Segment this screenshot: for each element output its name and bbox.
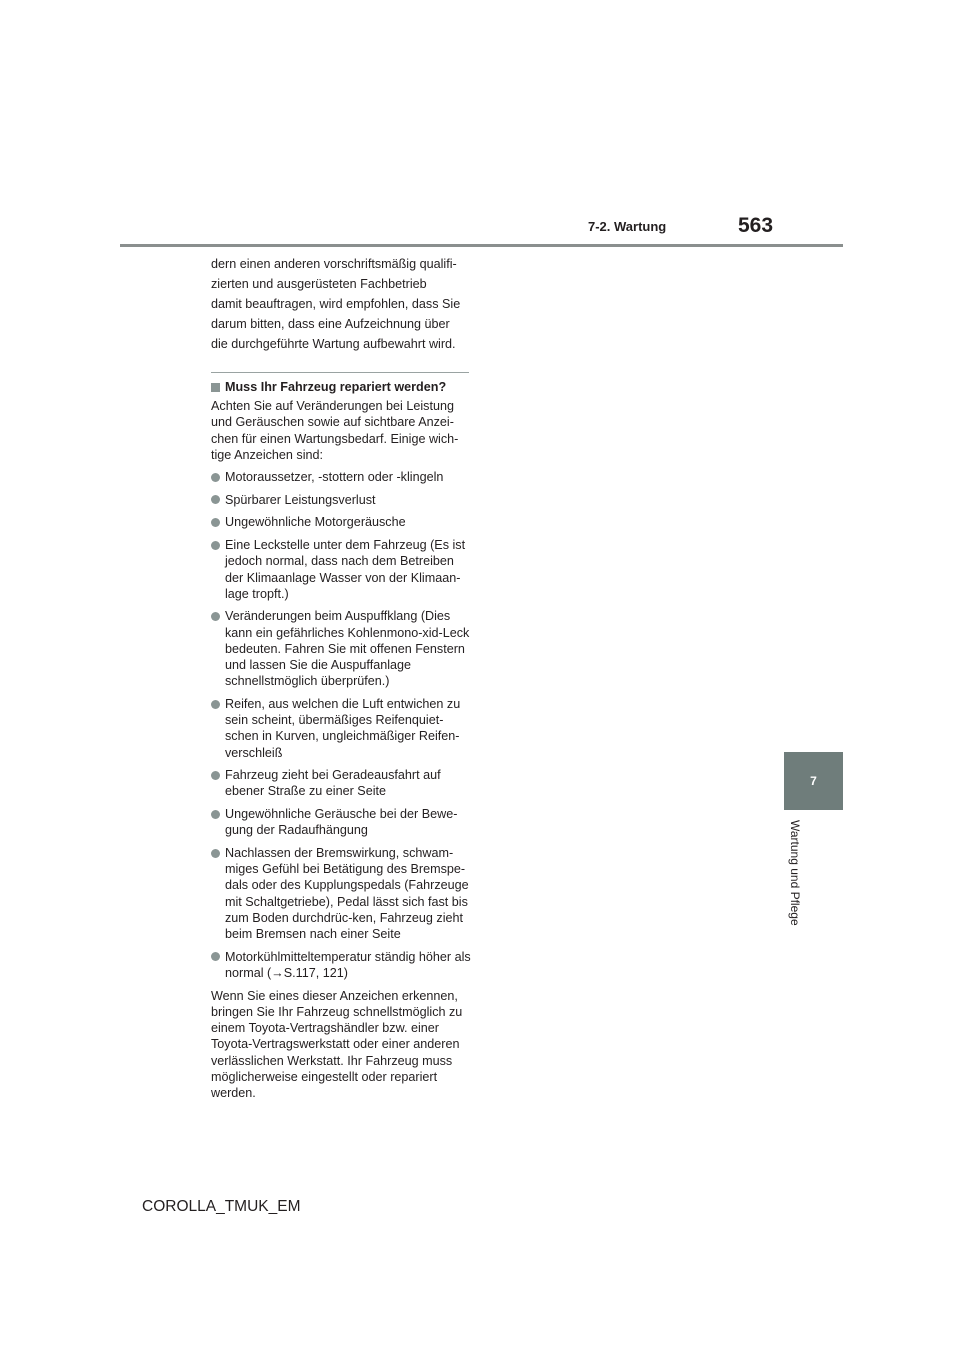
round-bullet-icon: [211, 771, 220, 780]
intro-line: zierten und ausgerüsteten Fachbetrieb: [211, 277, 427, 291]
round-bullet-icon: [211, 700, 220, 709]
list-item: [211, 696, 471, 761]
list-item: [211, 469, 471, 485]
round-bullet-icon: [211, 518, 220, 527]
list-item-text: Reifen, aus welchen die Luft entwichen zu sein scheint, übermäßiges Reifenquiet-schen in Kurven, ungleichmäßiger Reifen-verschleiß: [225, 696, 461, 760]
list-item-text: Veränderungen beim Auspuffklang (Dies kann ein gefährliches Kohlenmono-xid-Leck bedeuten. Fahren Sie mit offenen Fenstern und lassen Sie die Auspuffanlage schnellstmöglich überprüfen.): [225, 609, 470, 689]
round-bullet-icon: [211, 810, 220, 819]
model-code: COROLLA_TMUK_EM: [142, 1198, 301, 1215]
intro-line: darum bitten, dass eine Aufzeichnung über: [211, 317, 450, 331]
page-number: 563: [738, 214, 774, 237]
intro-line: dern einen anderen vorschriftsmäßig qualifi-: [211, 257, 457, 271]
list-item-text: Motorkühlmitteltemperatur ständig höher als normal (→S.117, 121): [225, 949, 471, 980]
list-item: [211, 492, 471, 508]
chapter-tab: [784, 752, 843, 810]
round-bullet-icon: [211, 541, 220, 550]
list-item-text: Ungewöhnliche Geräusche bei der Bewe-gung der Radaufhängung: [225, 807, 458, 838]
list-item-text: Motoraussetzer, -stottern oder -klingeln: [225, 470, 444, 485]
list-item-text: Nachlassen der Bremswirkung, schwam-miges Gefühl bei Betätigung des Bremspe-dals oder des Kupplungspedals (Fahrzeuge mit Schaltgetriebe), Pedal lässt sich fast bis zum Boden durchdrüc-ken, Fahrzeug zieht beim Bremsen nach einer Seite: [225, 846, 469, 942]
list-item: [211, 608, 471, 689]
square-bullet-icon: [211, 383, 220, 392]
list-item: [211, 537, 471, 602]
intro-line: damit beauftragen, wird empfohlen, dass Sie: [211, 297, 461, 311]
intro-line: die durchgeführte Wartung aufbewahrt wird.: [211, 337, 456, 351]
list-item-text: Eine Leckstelle unter dem Fahrzeug (Es ist jedoch normal, dass nach dem Betreiben der Klimaanlage Wasser von der Klimaan-lage tropft.): [225, 538, 466, 601]
list-item: [211, 949, 471, 981]
chapter-number: 7: [810, 774, 817, 788]
section-heading-text: Muss Ihr Fahrzeug repariert werden?: [225, 380, 447, 394]
round-bullet-icon: [211, 849, 220, 858]
round-bullet-icon: [211, 952, 220, 961]
section-divider: [211, 372, 469, 373]
header-rule: [120, 244, 843, 247]
list-item: [211, 845, 471, 942]
round-bullet-icon: [211, 495, 220, 504]
list-item: [211, 767, 471, 799]
round-bullet-icon: [211, 473, 220, 482]
list-item-text: Fahrzeug zieht bei Geradeausfahrt auf ebener Straße zu einer Seite: [225, 768, 441, 799]
chapter-title: Wartung und Pflege: [788, 820, 802, 926]
symptom-list: [211, 469, 471, 981]
list-item-text: Spürbarer Leistungsverlust: [225, 492, 376, 507]
closing-paragraph: Wenn Sie eines dieser Anzeichen erkennen, bringen Sie Ihr Fahrzeug schnellstmöglich zu einem Toyota-Vertragshändler bzw. einer Toyota-Vertragswerkstatt oder einer anderen verlässlichen Werkstatt. Ihr Fahrzeug muss möglicherweise eingestellt oder repariert werden.: [211, 988, 463, 1100]
main-content: [211, 254, 471, 1107]
section-lead: Achten Sie auf Veränderungen bei Leistung und Geräuschen sowie auf sichtbare Anzei-chen für einen Wartungsbedarf. Einige wich-tige Anzeichen sind:: [211, 399, 459, 462]
list-item-text: Ungewöhnliche Motorgeräusche: [225, 515, 406, 530]
list-item: [211, 514, 471, 530]
list-item: [211, 806, 471, 838]
section-heading: [211, 379, 471, 395]
round-bullet-icon: [211, 612, 220, 621]
section-label: 7-2. Wartung: [588, 219, 667, 234]
